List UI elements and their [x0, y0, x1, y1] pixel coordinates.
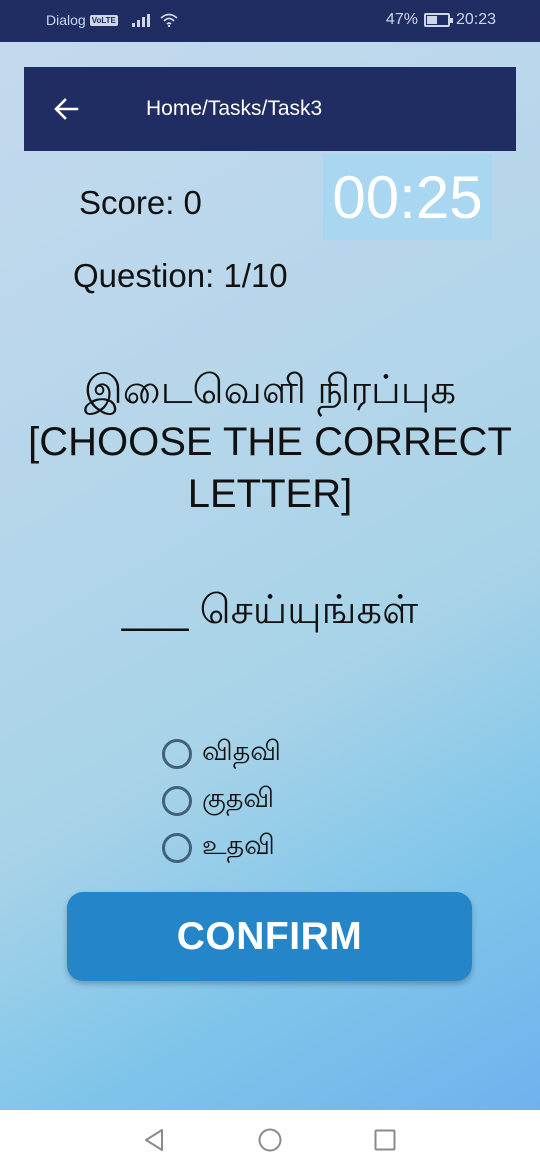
clock: 20:23	[455, 11, 496, 28]
answer-options	[162, 730, 281, 871]
triangle-back-icon[interactable]	[141, 1127, 167, 1153]
answer-option[interactable]	[162, 824, 281, 871]
option-label: விதவி	[202, 736, 282, 766]
question-counter: Question: 1/10	[73, 257, 288, 294]
system-nav-bar	[0, 1110, 540, 1170]
countdown-timer: 00:25	[323, 154, 492, 240]
battery-icon	[424, 13, 450, 27]
app-bar	[24, 67, 516, 151]
status-right	[386, 11, 496, 29]
question-title: இடைவெளி நிரப்புக [CHOOSE THE CORRECT LETTER]	[28, 368, 512, 516]
status-bar	[0, 0, 540, 42]
question-prompt: ___ செய்யுங்கள்	[121, 588, 419, 632]
battery-percent: 47%	[385, 11, 418, 28]
breadcrumb: Home/Tasks/Task3	[146, 97, 323, 120]
carrier-name: Dialog	[46, 12, 86, 28]
answer-option[interactable]	[162, 777, 281, 824]
wifi-icon	[160, 13, 178, 27]
main-content	[0, 42, 540, 1110]
confirm-button[interactable]: CONFIRM	[67, 892, 472, 981]
signal-icon	[132, 13, 150, 27]
option-label: உதவி	[202, 830, 275, 860]
option-label: குதவி	[202, 783, 275, 813]
square-recents-icon[interactable]	[372, 1127, 398, 1153]
answer-option[interactable]	[162, 730, 281, 777]
radio-button[interactable]	[162, 833, 192, 863]
arrow-left-icon[interactable]	[52, 95, 80, 123]
volte-badge: VoLTE	[91, 15, 116, 25]
circle-home-icon[interactable]	[257, 1127, 283, 1153]
status-left	[46, 12, 178, 28]
radio-button[interactable]	[162, 786, 192, 816]
score-label: Score: 0	[79, 184, 202, 221]
radio-button[interactable]	[162, 739, 192, 769]
battery-fill	[427, 16, 437, 24]
